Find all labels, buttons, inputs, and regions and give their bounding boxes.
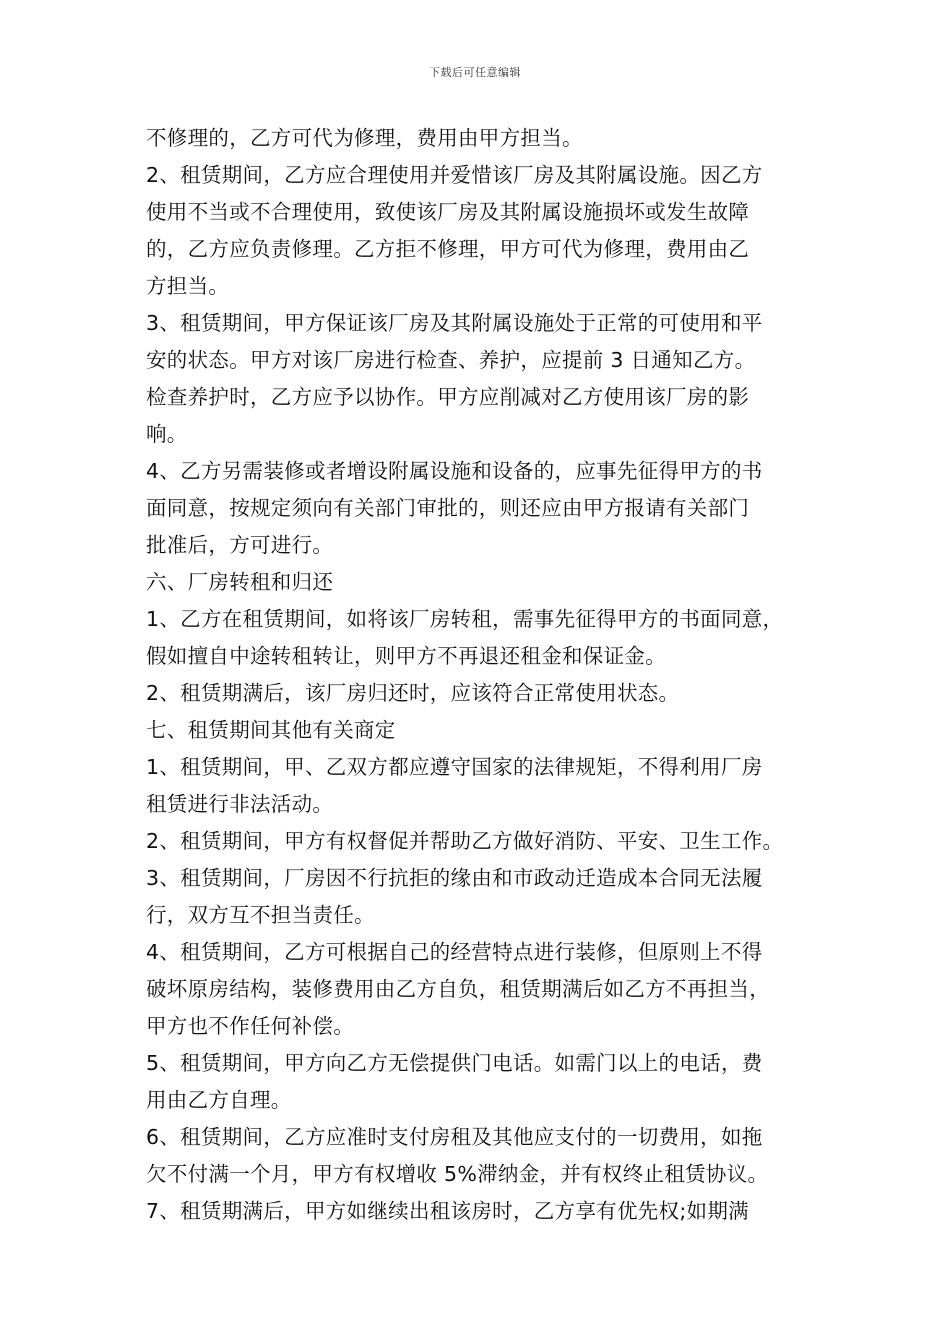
section-heading: 六、厂房转租和归还 xyxy=(146,570,334,594)
text-line: 批准后，方可进行。 xyxy=(146,533,334,557)
text-line: 4、乙方另需装修或者增设附属设施和设备的，应事先征得甲方的书 xyxy=(146,459,763,483)
page-header: 下载后可任意编辑 xyxy=(429,66,521,79)
text-line: 租赁进行非法活动。 xyxy=(146,792,334,816)
text-line: 假如擅自中途转租转让，则甲方不再退还租金和保证金。 xyxy=(146,644,666,668)
text-line: 3、租赁期间，甲方保证该厂房及其附属设施处于正常的可使用和平 xyxy=(146,311,763,335)
text-line: 安的状态。甲方对该厂房进行检查、养护，应提前 3 日通知乙方。 xyxy=(146,348,756,372)
text-line: 7、租赁期满后，甲方如继续出租该房时，乙方享有优先权;如期满 xyxy=(146,1199,749,1223)
text-line: 2、租赁期间，甲方有权督促并帮助乙方做好消防、平安、卫生工作。 xyxy=(146,829,784,853)
text-line: 检查养护时，乙方应予以协作。甲方应削减对乙方使用该厂房的影 xyxy=(146,385,750,409)
text-line: 2、租赁期间，乙方应合理使用并爱惜该厂房及其附属设施。因乙方 xyxy=(146,163,763,187)
text-line: 响。 xyxy=(146,422,188,446)
text-line: 面同意，按规定须向有关部门审批的，则还应由甲方报请有关部门 xyxy=(146,496,750,520)
text-line: 欠不付满一个月，甲方有权增收 5%滞纳金，并有权终止租赁协议。 xyxy=(146,1162,769,1186)
text-line: 3、租赁期间，厂房因不行抗拒的缘由和市政动迁造成本合同无法履 xyxy=(146,866,763,890)
document-body xyxy=(146,120,826,1230)
text-line: 1、乙方在租赁期间，如将该厂房转租，需事先征得甲方的书面同意， xyxy=(146,607,784,631)
text-line: 甲方也不作任何补偿。 xyxy=(146,1014,354,1038)
text-line: 不修理的，乙方可代为修理，费用由甲方担当。 xyxy=(146,126,583,150)
text-line: 破坏原房结构，装修费用由乙方自负，租赁期满后如乙方不再担当， xyxy=(146,977,770,1001)
text-line: 4、租赁期间，乙方可根据自己的经营特点进行装修，但原则上不得 xyxy=(146,940,763,964)
text-line: 方担当。 xyxy=(146,274,230,298)
text-line: 6、租赁期间，乙方应准时支付房租及其他应支付的一切费用，如拖 xyxy=(146,1125,763,1149)
text-line: 5、租赁期间，甲方向乙方无偿提供门电话。如需门以上的电话，费 xyxy=(146,1051,763,1075)
text-line: 2、租赁期满后，该厂房归还时，应该符合正常使用状态。 xyxy=(146,681,680,705)
text-line: 使用不当或不合理使用，致使该厂房及其附属设施损坏或发生故障 xyxy=(146,200,750,224)
section-heading: 七、租赁期间其他有关商定 xyxy=(146,718,396,742)
text-line: 1、租赁期间，甲、乙双方都应遵守国家的法律规矩，不得利用厂房 xyxy=(146,755,763,779)
text-line: 的，乙方应负责修理。乙方拒不修理，甲方可代为修理，费用由乙 xyxy=(146,237,750,261)
text-line: 用由乙方自理。 xyxy=(146,1088,292,1112)
text-line: 行，双方互不担当责任。 xyxy=(146,903,375,927)
